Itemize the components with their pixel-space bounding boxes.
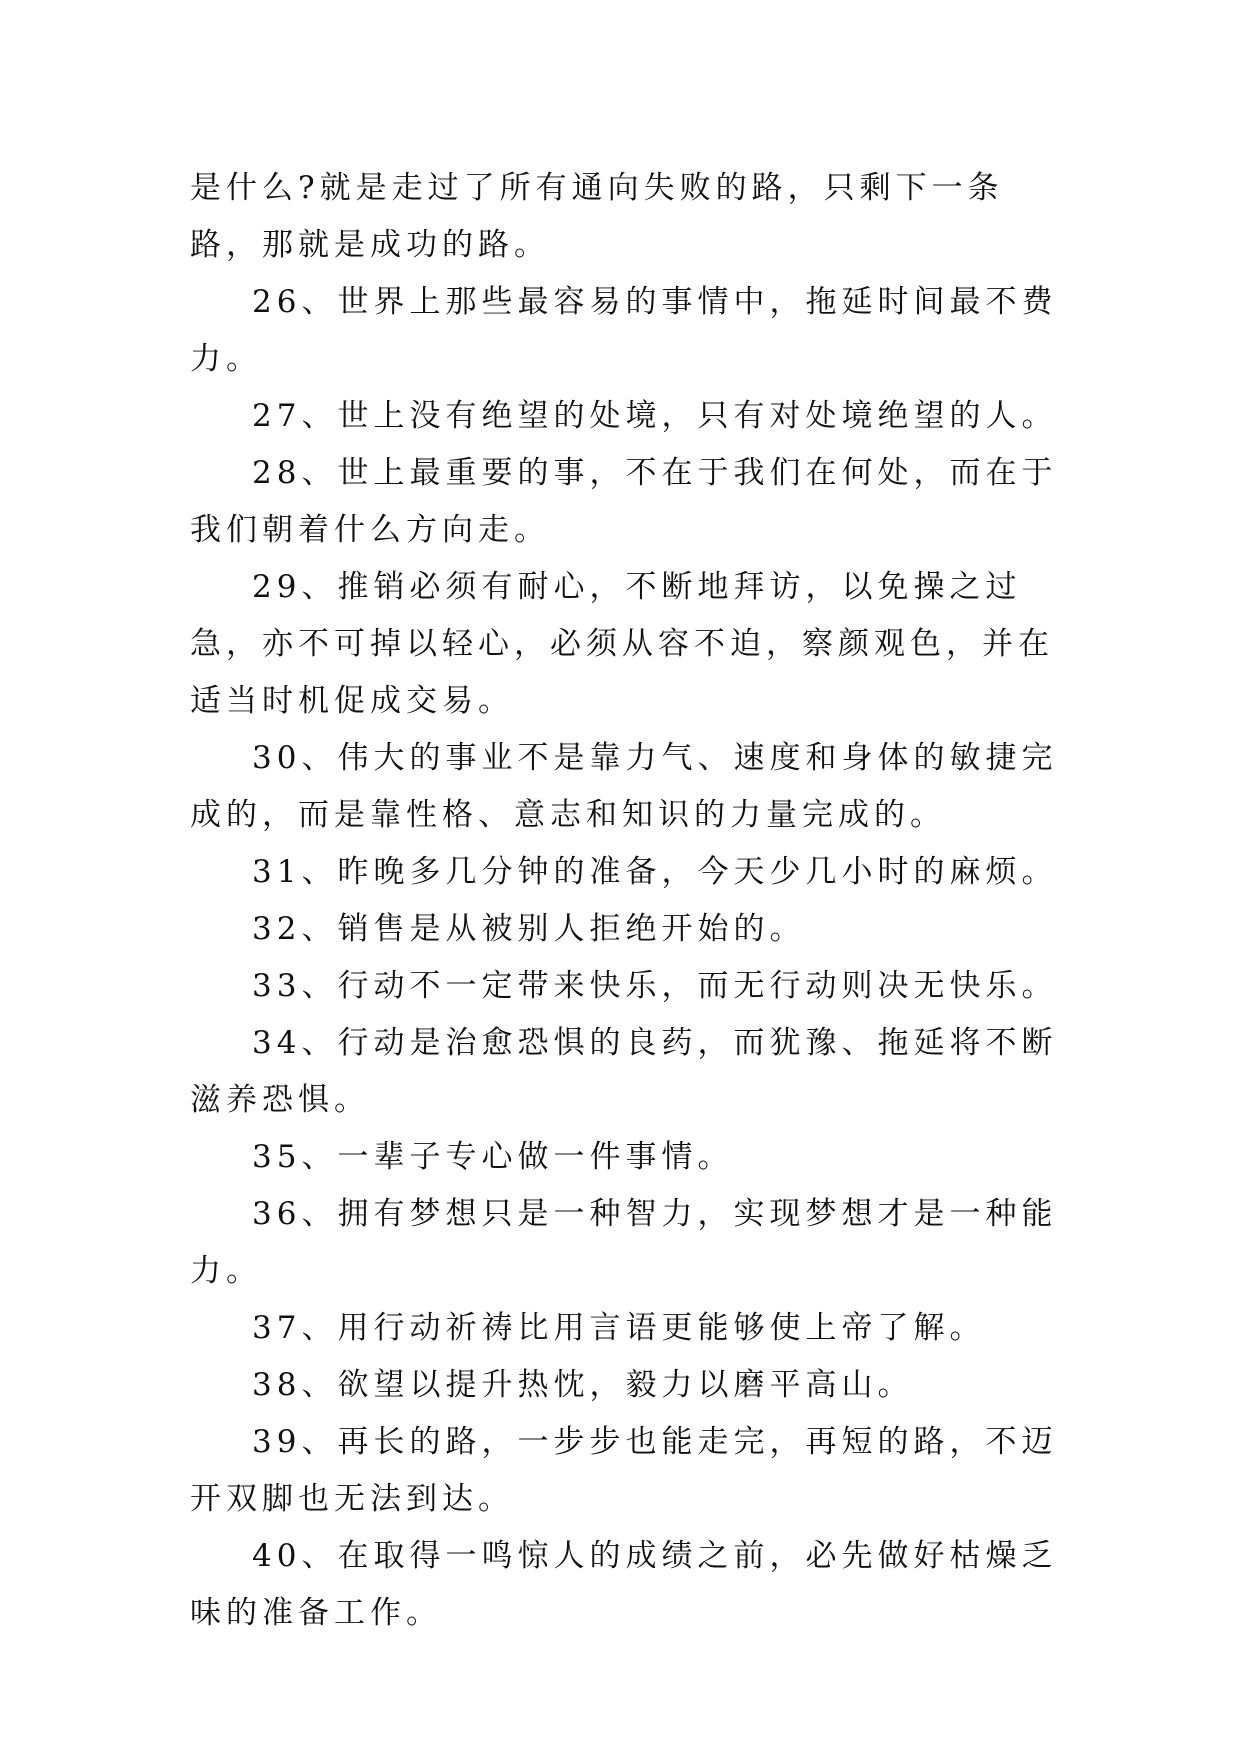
quote-29: 29、推销必须有耐心，不断地拜访，以免操之过急，亦不可掉以轻心，必须从容不迫，察颜观色，并在适当时机促成交易。 [190, 569, 1054, 719]
quote-33: 33、行动不一定带来快乐，而无行动则决无快乐。 [252, 968, 1058, 1004]
quote-36: 36、拥有梦想只是一种智力，实现梦想才是一种能力。 [190, 1196, 1058, 1289]
quote-40: 40、在取得一鸣惊人的成绩之前，必先做好枯燥乏味的准备工作。 [190, 1538, 1058, 1631]
quote-37: 37、用行动祈祷比用言语更能够使上帝了解。 [252, 1310, 986, 1346]
quote-32: 32、销售是从被别人拒绝开始的。 [252, 911, 806, 947]
document-body [190, 160, 1070, 1642]
quote-39: 39、再长的路，一步步也能走完，再短的路，不迈开双脚也无法到达。 [190, 1424, 1058, 1517]
quote-38: 38、欲望以提升热忱，毅力以磨平高山。 [252, 1367, 914, 1403]
quote-31: 31、昨晚多几分钟的准备，今天少几小时的麻烦。 [252, 854, 1058, 890]
quote-27: 27、世上没有绝望的处境，只有对处境绝望的人。 [252, 398, 1058, 434]
quote-35: 35、一辈子专心做一件事情。 [252, 1139, 734, 1175]
quote-30: 30、伟大的事业不是靠力气、速度和身体的敏捷完成的，而是靠性格、意志和知识的力量完成的。 [190, 740, 1058, 833]
quote-26: 26、世界上那些最容易的事情中，拖延时间最不费力。 [190, 284, 1058, 377]
quote-28: 28、世上最重要的事，不在于我们在何处，而在于我们朝着什么方向走。 [190, 455, 1058, 548]
paragraph-continuation: 是什么?就是走过了所有通向失败的路，只剩下一条路，那就是成功的路。 [190, 170, 1004, 263]
quote-34: 34、行动是治愈恐惧的良药，而犹豫、拖延将不断滋养恐惧。 [190, 1025, 1058, 1118]
